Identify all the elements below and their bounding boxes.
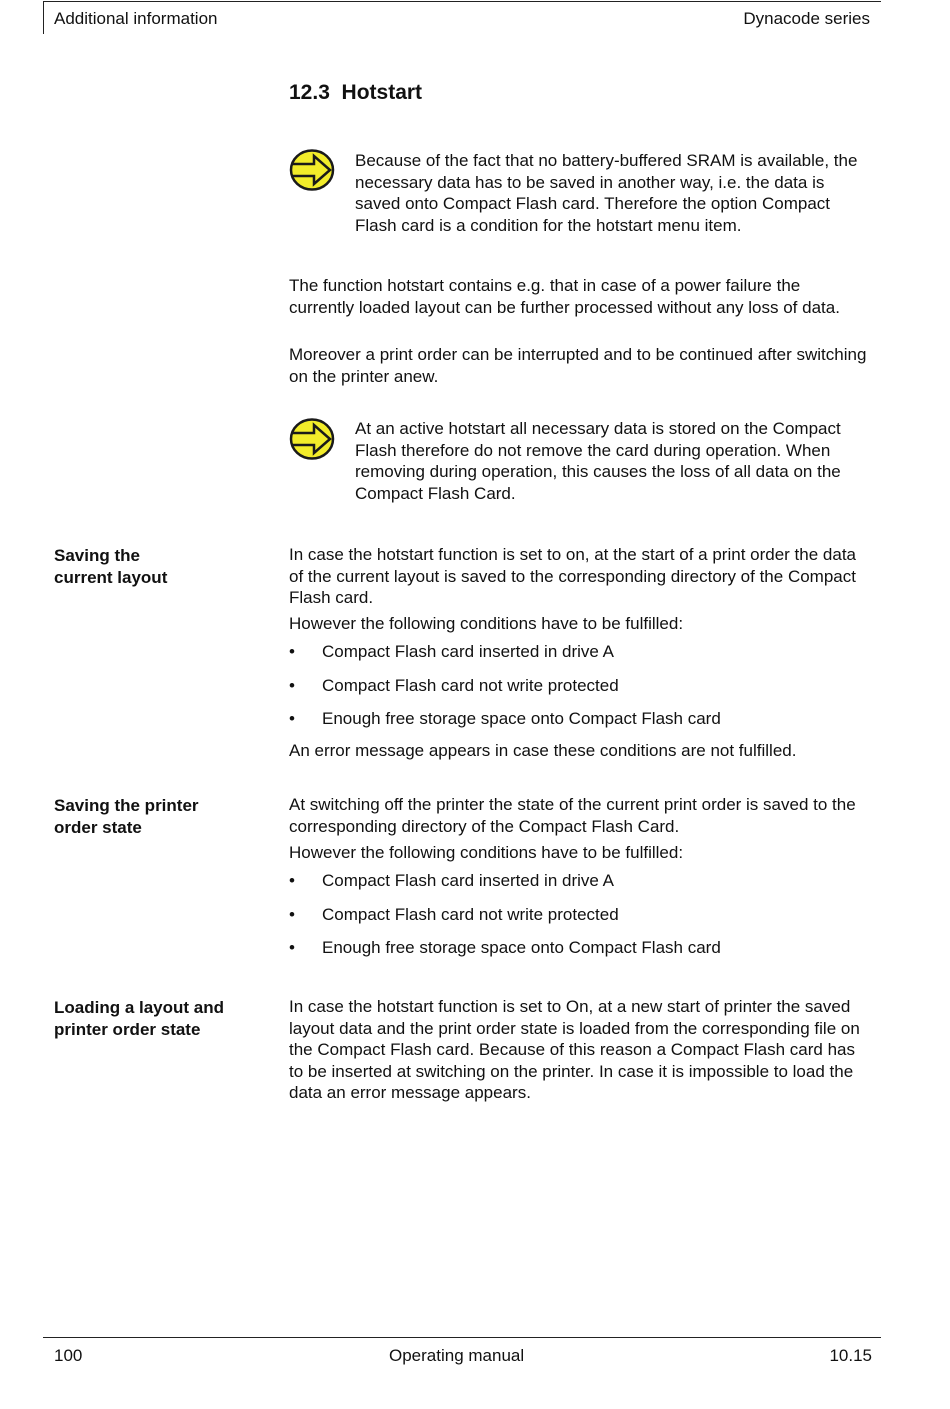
sidebar-heading-line: Loading a layout and: [54, 998, 225, 1017]
sidebar-heading-line: current layout: [54, 567, 168, 587]
footer-rule: [43, 1337, 881, 1338]
header-corner-rule: [43, 1, 44, 34]
note-arrow-icon: [289, 417, 335, 461]
saving-order-paragraph: At switching off the printer the state of the current print order is saved to the corresponding directory of the Compact Flash Card.: [289, 795, 856, 836]
page-number: 100: [54, 1346, 83, 1365]
loading-paragraph: In case the hotstart function is set to On, at a new start of printer the saved layout data and the print order state is loaded from the corresponding file on the Compact Flash card. Because of this reason a Compact Flash card has to be inserted at switching on the printer. In case it is impossible to load the data an error message appears.: [289, 997, 860, 1102]
saving-layout-error-note: An error message appears in case these conditions are not fulfilled.: [289, 741, 797, 760]
section-number: 12.3: [289, 81, 330, 104]
sidebar-heading-line: printer order state: [54, 1019, 201, 1039]
header-series: Dynacode series: [743, 9, 870, 28]
sidebar-heading-line: Saving the printer: [54, 796, 199, 815]
sidebar-heading-saving-layout: [54, 545, 274, 588]
sidebar-heading-line: order state: [54, 817, 142, 837]
saving-order-conditions-intro: However the following conditions have to be fulfilled:: [289, 843, 684, 862]
note-sram-text: Because of the fact that no battery-buffered SRAM is available, the necessary data has to be saved in another way, i.e. the data is saved onto Compact Flash card. Therefore the option Compact Flash card is a condition for the hotstart menu item.: [355, 151, 858, 235]
list-item-text: Compact Flash card not write protected: [322, 905, 619, 924]
section-title: Hotstart: [341, 81, 423, 104]
footer-document-title: Operating manual: [389, 1346, 525, 1365]
note-arrow-icon: [289, 148, 335, 192]
sidebar-heading-loading: [54, 997, 274, 1040]
sidebar-heading-saving-order: [54, 795, 274, 838]
sidebar-heading-line: Saving the: [54, 546, 140, 565]
bullet-icon: •: [289, 938, 295, 957]
list-item-text: Enough free storage space onto Compact Flash card: [322, 709, 721, 728]
saving-layout-conditions-intro: However the following conditions have to be fulfilled:: [289, 614, 684, 633]
list-item-text: Enough free storage space onto Compact Flash card: [322, 938, 721, 957]
footer-version: 10.15: [829, 1346, 872, 1365]
bullet-icon: •: [289, 676, 295, 695]
list-item-text: Compact Flash card inserted in drive A: [322, 871, 614, 890]
intro-paragraph-2: Moreover a print order can be interrupted and to be continued after switching on the printer anew.: [289, 345, 867, 386]
bullet-icon: •: [289, 905, 295, 924]
section-heading: [289, 80, 422, 106]
header-chapter: Additional information: [54, 9, 218, 28]
note-remove-card-text: At an active hotstart all necessary data is stored on the Compact Flash therefore do not remove the card during operation. When removing during operation, this causes the loss of all data on the Compact Flash Card.: [355, 419, 841, 503]
list-item-text: Compact Flash card not write protected: [322, 676, 619, 695]
header-rule: [43, 1, 881, 2]
intro-paragraph-1: The function hotstart contains e.g. that in case of a power failure the currently loaded layout can be further processed without any loss of data.: [289, 276, 840, 317]
bullet-icon: •: [289, 871, 295, 890]
list-item-text: Compact Flash card inserted in drive A: [322, 642, 614, 661]
bullet-icon: •: [289, 642, 295, 661]
bullet-icon: •: [289, 709, 295, 728]
saving-layout-paragraph: In case the hotstart function is set to on, at the start of a print order the data of the current layout is saved to the corresponding directory of the Compact Flash card.: [289, 545, 856, 607]
